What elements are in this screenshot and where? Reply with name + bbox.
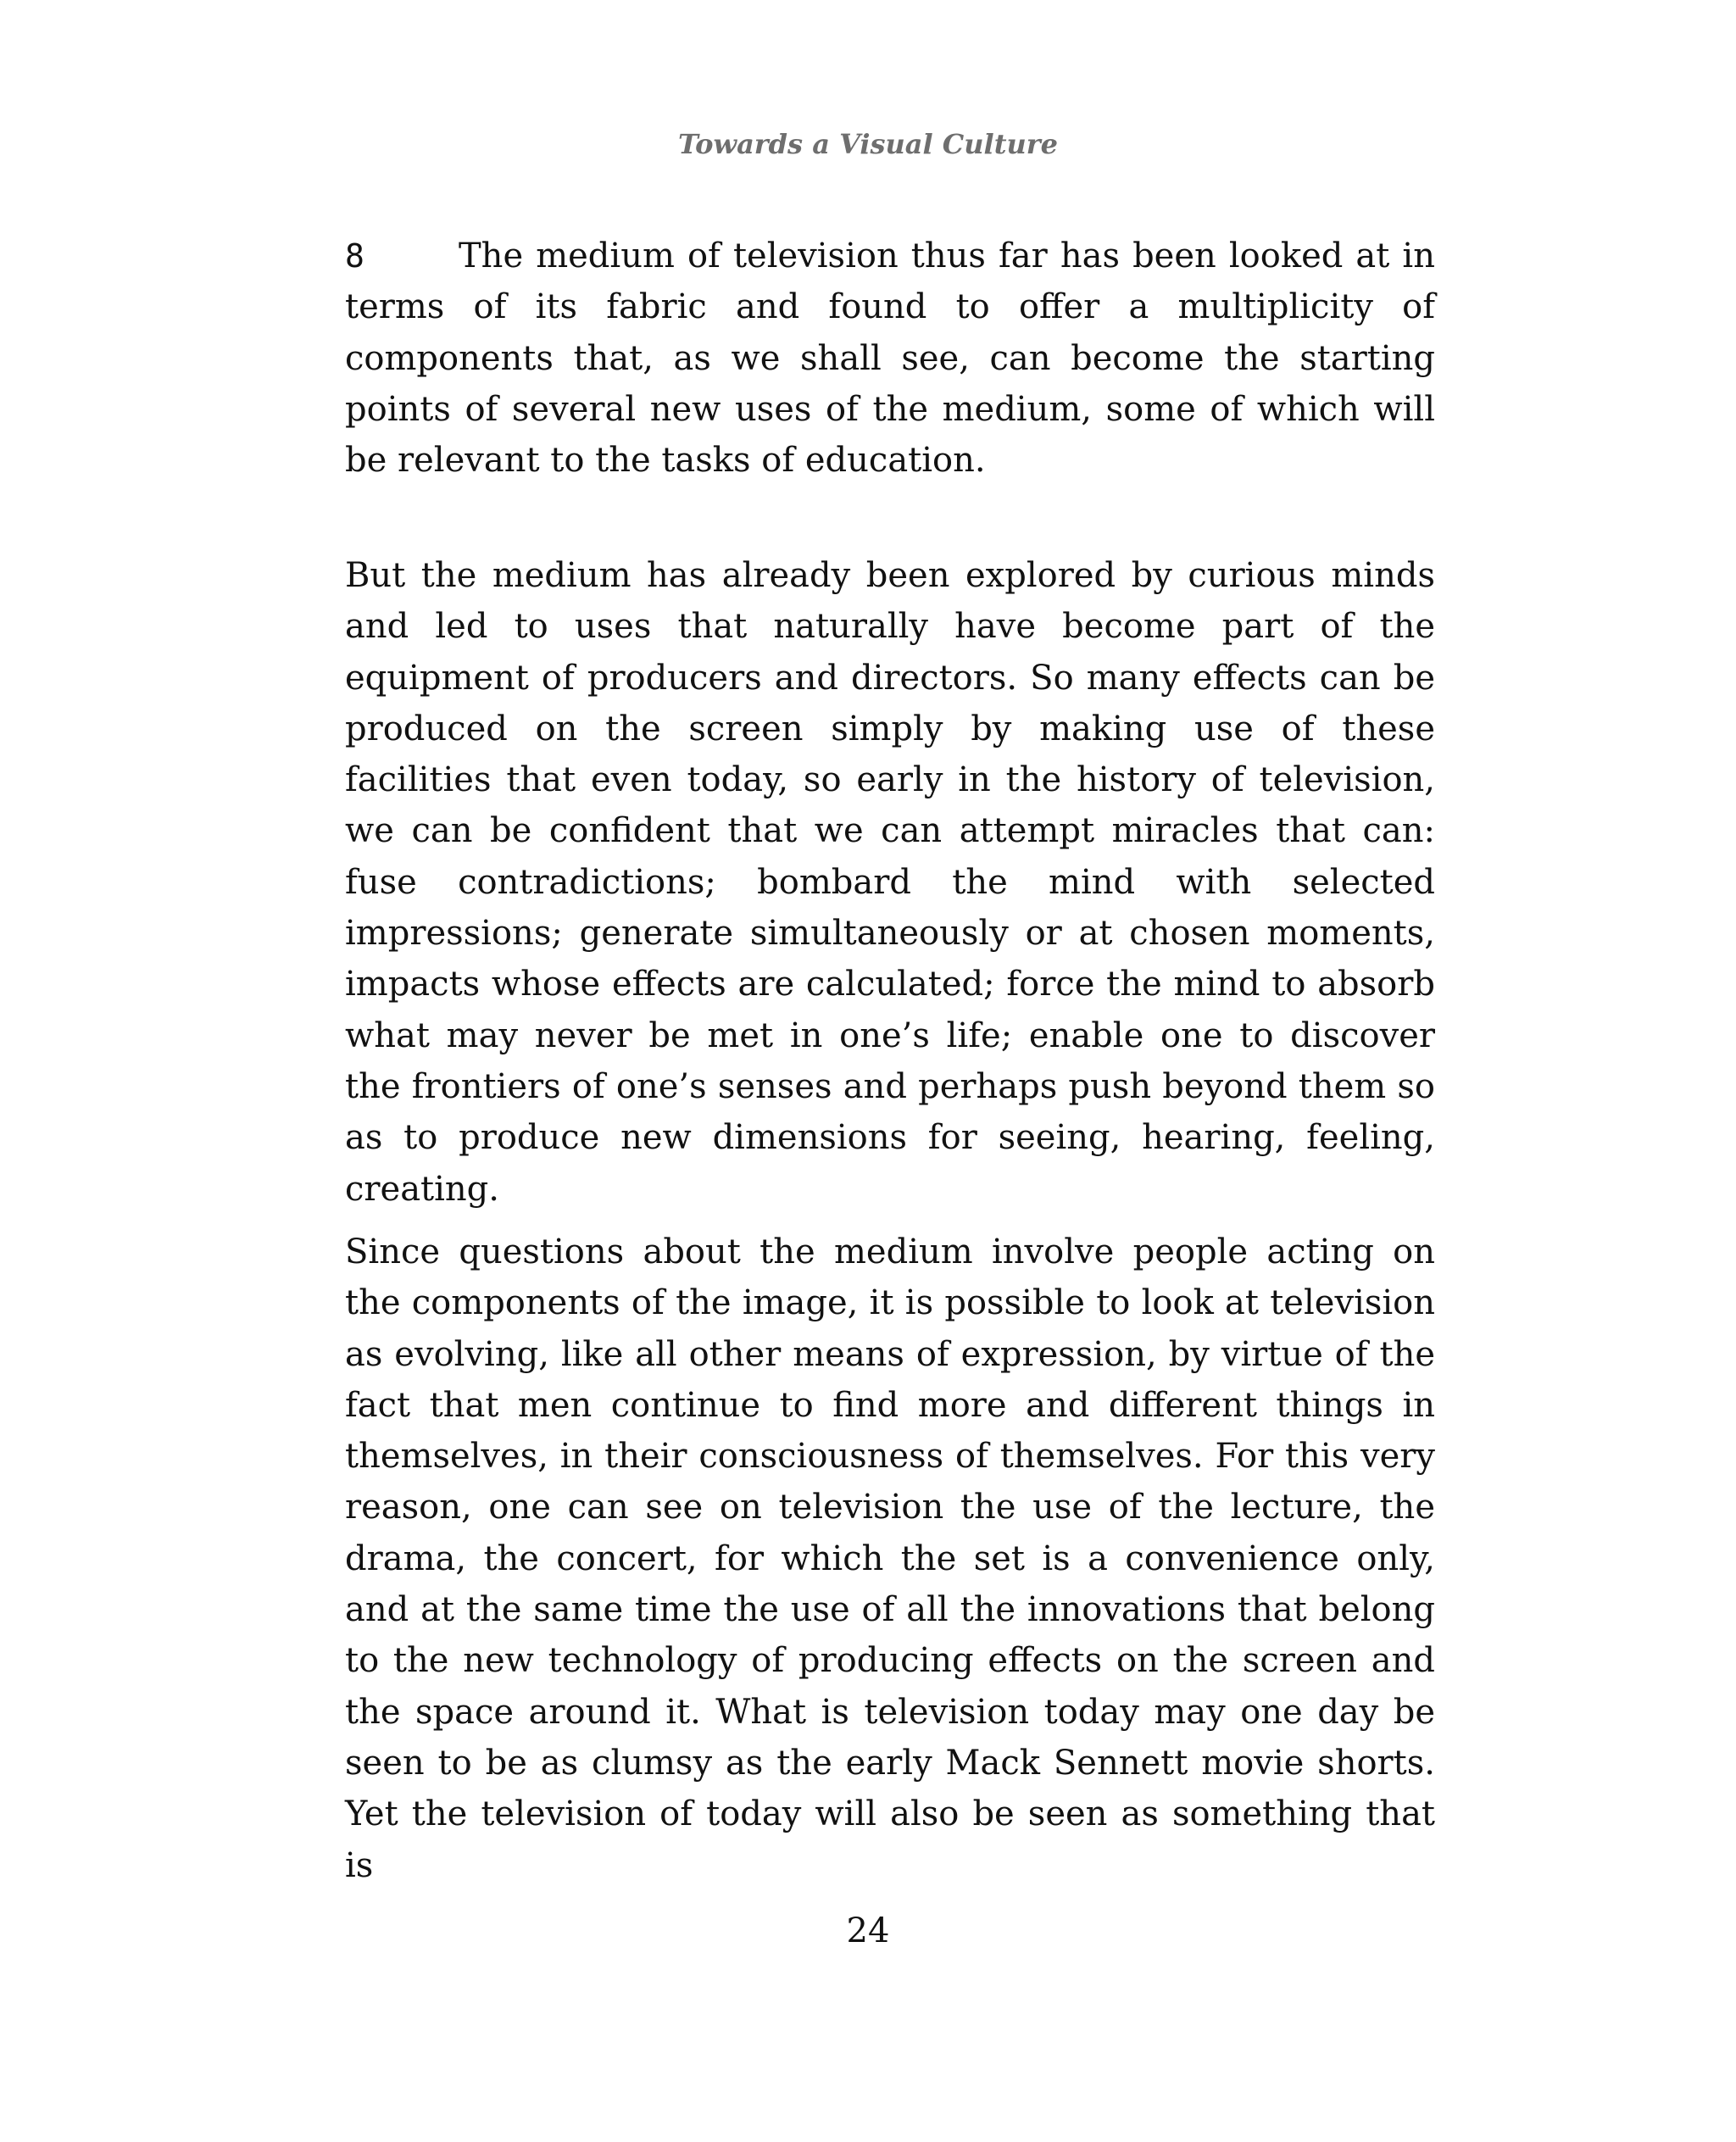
text-line: Since questions about the medium involve people acting on the (345, 1232, 1435, 1323)
text-line: terms of its fabric and found to offer a multiplicity of (345, 287, 1435, 327)
text-line: dimensions for seeing, hearing, feeling, creating. (345, 1118, 1435, 1209)
section-number: 8 (345, 237, 364, 275)
text-line: components that, as we shall see, can become the starting points (345, 338, 1435, 429)
text-line: generate simultaneously or at chosen moments, impacts whose (345, 914, 1436, 1004)
text-line: equipment of producers and directors. So many effects can be (345, 658, 1435, 698)
text-line: confident that we can attempt miracles that can: fuse (345, 811, 1435, 902)
text-line: produced on the screen simply by making use of these facilities (345, 709, 1435, 800)
text-line: be met in one’s life; enable one to discover the frontiers of one’s (345, 1015, 1435, 1106)
text-line: around it. What is television today may one day be seen to be as (345, 1692, 1436, 1783)
text-line: that even today, so early in the history of television, we can be (345, 760, 1435, 851)
paragraph-1 (345, 231, 1435, 486)
text-line: components of the image, it is possible to look at television as (345, 1283, 1436, 1374)
paragraph-2 (345, 550, 1435, 1215)
running-head-title: Towards a Visual Culture (678, 128, 1058, 160)
text-line: reason, one can see on television the use of the lecture, the (345, 1488, 1435, 1527)
text-line: of several new uses of the medium, some of which will be (345, 389, 1436, 481)
text-line: at the same time the use of all the innovations that belong to the (345, 1590, 1435, 1681)
text-line: evolving, like all other means of expression, by virtue of the fact (345, 1334, 1435, 1425)
text-line: clumsy as the early Mack Sennett movie shorts. Yet the (345, 1743, 1435, 1834)
text-line: television of today will also be seen as something that is (345, 1794, 1435, 1885)
paragraph-3 (345, 1227, 1435, 1891)
text-line: senses and perhaps push beyond them so as to produce new (345, 1066, 1435, 1158)
text-line: that men continue to find more and different things in (429, 1385, 1436, 1425)
text-line: But the medium has already been explored by curious minds (345, 556, 1435, 595)
text-line: themselves, in their consciousness of themselves. For this very (345, 1437, 1435, 1477)
text-line: drama, the concert, for which the set is a convenience only, and (345, 1538, 1435, 1630)
text-line: relevant to the tasks of education. (398, 441, 986, 481)
page-number: 24 (846, 1911, 890, 1950)
text-line: contradictions; bombard the mind with selected impressions; (345, 862, 1435, 954)
text-line: new technology of producing effects on the screen and the space (345, 1641, 1435, 1732)
text-line: effects are calculated; force the mind to absorb what may never (345, 965, 1435, 1055)
text-line: and led to uses that naturally have become part of the (345, 607, 1435, 647)
text-line: The medium of television thus far has been looked at in (459, 236, 1435, 275)
